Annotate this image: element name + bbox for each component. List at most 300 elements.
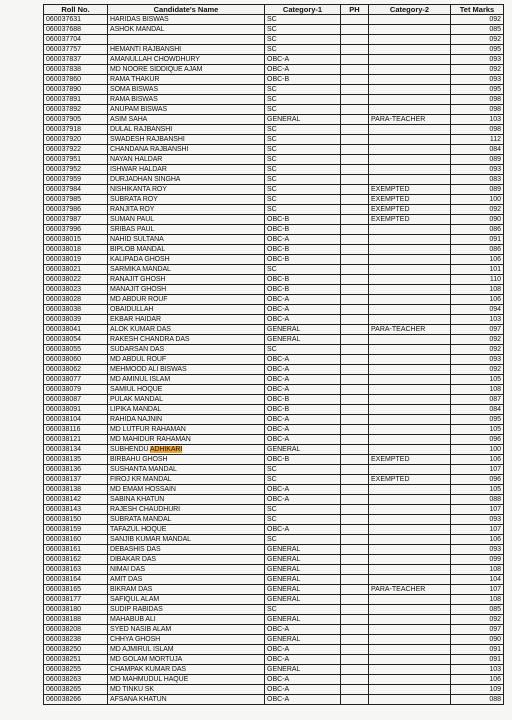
roll-no-cell: 060037951 xyxy=(44,155,108,165)
category-2-cell xyxy=(369,565,451,575)
ph-cell xyxy=(341,95,369,105)
candidate-name-cell: CHANDANA RAJBANSHI xyxy=(108,145,265,155)
category-2-cell xyxy=(369,295,451,305)
category-1-cell: OBC-A xyxy=(265,495,341,505)
table-row xyxy=(44,545,504,555)
tet-marks-cell: 091 xyxy=(451,655,504,665)
table-row xyxy=(44,195,504,205)
roll-no-cell: 060037952 xyxy=(44,165,108,175)
category-1-cell: SC xyxy=(265,465,341,475)
table-row xyxy=(44,475,504,485)
candidate-name-cell: ISHWAR HALDAR xyxy=(108,165,265,175)
table-row xyxy=(44,15,504,25)
category-1-cell: OBC-A xyxy=(265,305,341,315)
ph-cell xyxy=(341,535,369,545)
category-1-cell: OBC-A xyxy=(265,355,341,365)
category-2-cell xyxy=(369,165,451,175)
table-row xyxy=(44,115,504,125)
table-row xyxy=(44,25,504,35)
tet-marks-cell: 095 xyxy=(451,85,504,95)
category-1-cell: SC xyxy=(265,605,341,615)
table-row xyxy=(44,85,504,95)
ph-cell xyxy=(341,265,369,275)
tet-marks-cell: 090 xyxy=(451,215,504,225)
category-2-cell xyxy=(369,155,451,165)
table-row xyxy=(44,135,504,145)
ph-cell xyxy=(341,215,369,225)
table-row xyxy=(44,45,504,55)
candidate-name-cell: NAYAN HALDAR xyxy=(108,155,265,165)
roll-no-cell: 060038041 xyxy=(44,325,108,335)
tet-marks-cell: 092 xyxy=(451,365,504,375)
ph-cell xyxy=(341,485,369,495)
category-1-cell: OBC-A xyxy=(265,55,341,65)
roll-no-cell: 060038038 xyxy=(44,305,108,315)
roll-no-cell: 060037838 xyxy=(44,65,108,75)
tet-marks-cell: 097 xyxy=(451,625,504,635)
column-header-roll-no: Roll No. xyxy=(44,5,108,15)
table-row xyxy=(44,185,504,195)
table-row xyxy=(44,565,504,575)
tet-marks-cell: 086 xyxy=(451,245,504,255)
category-2-cell xyxy=(369,365,451,375)
category-1-cell: GENERAL xyxy=(265,325,341,335)
tet-marks-cell: 089 xyxy=(451,185,504,195)
category-2-cell xyxy=(369,75,451,85)
category-1-cell: OBC-B xyxy=(265,395,341,405)
table-row xyxy=(44,665,504,675)
tet-marks-cell: 104 xyxy=(451,575,504,585)
category-2-cell xyxy=(369,265,451,275)
category-1-cell: OBC-A xyxy=(265,425,341,435)
ph-cell xyxy=(341,155,369,165)
category-2-cell xyxy=(369,665,451,675)
tet-marks-cell: 093 xyxy=(451,165,504,175)
ph-cell xyxy=(341,445,369,455)
category-1-cell: OBC-A xyxy=(265,365,341,375)
roll-no-cell: 060037920 xyxy=(44,135,108,145)
candidate-name-cell: SAMIUL HOQUE xyxy=(108,385,265,395)
roll-no-cell: 060038180 xyxy=(44,605,108,615)
table-row xyxy=(44,405,504,415)
table-row xyxy=(44,625,504,635)
tet-marks-cell: 091 xyxy=(451,235,504,245)
ph-cell xyxy=(341,185,369,195)
candidate-name-cell: MD EMAM HOSSAIN xyxy=(108,485,265,495)
category-2-cell xyxy=(369,605,451,615)
candidate-name-cell: OBAIDULLAH xyxy=(108,305,265,315)
ph-cell xyxy=(341,315,369,325)
candidate-name-cell: EKBAR HAIDAR xyxy=(108,315,265,325)
tet-marks-cell: 100 xyxy=(451,195,504,205)
roll-no-cell: 060038019 xyxy=(44,255,108,265)
category-1-cell: SC xyxy=(265,205,341,215)
category-2-cell: EXEMPTED xyxy=(369,475,451,485)
tet-marks-cell: 096 xyxy=(451,435,504,445)
tet-marks-cell: 106 xyxy=(451,535,504,545)
category-1-cell: OBC-A xyxy=(265,435,341,445)
candidate-name-cell: BIPLOB MANDAL xyxy=(108,245,265,255)
roll-no-cell: 060038091 xyxy=(44,405,108,415)
candidate-name-cell: RANJITA ROY xyxy=(108,205,265,215)
tet-marks-cell: 106 xyxy=(451,455,504,465)
tet-marks-cell: 085 xyxy=(451,25,504,35)
category-2-cell xyxy=(369,635,451,645)
category-1-cell: GENERAL xyxy=(265,635,341,645)
category-1-cell: OBC-B xyxy=(265,275,341,285)
category-1-cell: SC xyxy=(265,185,341,195)
table-row xyxy=(44,275,504,285)
roll-no-cell: 060038028 xyxy=(44,295,108,305)
tet-marks-cell: 090 xyxy=(451,635,504,645)
roll-no-cell: 060037860 xyxy=(44,75,108,85)
category-2-cell xyxy=(369,625,451,635)
candidate-name-cell: MD MAHIDUR RAHAMAN xyxy=(108,435,265,445)
candidate-name-cell: MD TINKU SK xyxy=(108,685,265,695)
category-1-cell: OBC-A xyxy=(265,235,341,245)
category-2-cell xyxy=(369,495,451,505)
roll-no-cell: 060037890 xyxy=(44,85,108,95)
category-2-cell xyxy=(369,375,451,385)
candidate-name-cell: SWADESH RAJBANSHI xyxy=(108,135,265,145)
category-1-cell: SC xyxy=(265,125,341,135)
candidate-name-cell: NAHID SULTANA xyxy=(108,235,265,245)
category-1-cell: OBC-A xyxy=(265,525,341,535)
table-row xyxy=(44,605,504,615)
category-2-cell xyxy=(369,45,451,55)
category-1-cell: SC xyxy=(265,145,341,155)
roll-no-cell: 060038022 xyxy=(44,275,108,285)
roll-no-cell: 060037757 xyxy=(44,45,108,55)
roll-no-cell: 060038266 xyxy=(44,695,108,705)
tet-marks-cell: 107 xyxy=(451,525,504,535)
roll-no-cell: 060037922 xyxy=(44,145,108,155)
table-row xyxy=(44,675,504,685)
column-header-tet-marks: Tet Marks xyxy=(451,5,504,15)
candidate-name-cell: BIKRAM DAS xyxy=(108,585,265,595)
ph-cell xyxy=(341,125,369,135)
tet-marks-cell: 103 xyxy=(451,665,504,675)
column-header-ph: PH xyxy=(341,5,369,15)
table-row xyxy=(44,285,504,295)
roll-no-cell: 060038143 xyxy=(44,505,108,515)
roll-no-cell: 060038087 xyxy=(44,395,108,405)
category-1-cell: SC xyxy=(265,25,341,35)
ph-cell xyxy=(341,685,369,695)
category-2-cell xyxy=(369,315,451,325)
candidate-name-cell: MD MAHMUDUL HAQUE xyxy=(108,675,265,685)
category-1-cell: SC xyxy=(265,15,341,25)
category-2-cell xyxy=(369,305,451,315)
tet-marks-cell: 110 xyxy=(451,275,504,285)
ph-cell xyxy=(341,405,369,415)
roll-no-cell: 060037837 xyxy=(44,55,108,65)
ph-cell xyxy=(341,115,369,125)
table-row xyxy=(44,465,504,475)
category-1-cell: OBC-B xyxy=(265,225,341,235)
tet-marks-cell: 093 xyxy=(451,55,504,65)
table-row xyxy=(44,205,504,215)
category-1-cell: OBC-A xyxy=(265,655,341,665)
ph-cell xyxy=(341,355,369,365)
table-row xyxy=(44,695,504,705)
tet-marks-cell: 092 xyxy=(451,345,504,355)
ph-cell xyxy=(341,525,369,535)
tet-marks-cell: 103 xyxy=(451,315,504,325)
ph-cell xyxy=(341,455,369,465)
candidate-name-cell: TAFAZUL HOQUE xyxy=(108,525,265,535)
ph-cell xyxy=(341,165,369,175)
table-row xyxy=(44,265,504,275)
candidate-name-cell: RAJESH CHAUDHURI xyxy=(108,505,265,515)
category-2-cell: PARA-TEACHER xyxy=(369,115,451,125)
category-1-cell: SC xyxy=(265,345,341,355)
roll-no-cell: 060038238 xyxy=(44,635,108,645)
roll-no-cell: 060037986 xyxy=(44,205,108,215)
ph-cell xyxy=(341,295,369,305)
category-2-cell xyxy=(369,275,451,285)
candidate-name-cell: MD ABDUR ROUF xyxy=(108,295,265,305)
category-2-cell xyxy=(369,545,451,555)
candidate-name-cell: MD AMINUL ISLAM xyxy=(108,375,265,385)
table-row xyxy=(44,525,504,535)
ph-cell xyxy=(341,545,369,555)
category-1-cell: GENERAL xyxy=(265,585,341,595)
ph-cell xyxy=(341,435,369,445)
column-header-category-2: Category-2 xyxy=(369,5,451,15)
category-2-cell: EXEMPTED xyxy=(369,195,451,205)
table-row xyxy=(44,655,504,665)
roll-no-cell: 060038163 xyxy=(44,565,108,575)
table-row xyxy=(44,375,504,385)
ph-cell xyxy=(341,275,369,285)
table-row xyxy=(44,645,504,655)
category-1-cell: SC xyxy=(265,155,341,165)
table-row xyxy=(44,165,504,175)
category-2-cell xyxy=(369,335,451,345)
ph-cell xyxy=(341,475,369,485)
ph-cell xyxy=(341,35,369,45)
ph-cell xyxy=(341,145,369,155)
ph-cell xyxy=(341,675,369,685)
roll-no-cell: 060038134 xyxy=(44,445,108,455)
candidate-name-cell: MD NOORE SIDDIQUE AJAM xyxy=(108,65,265,75)
column-header-category-1: Category-1 xyxy=(265,5,341,15)
roll-no-cell: 060038164 xyxy=(44,575,108,585)
category-1-cell: OBC-A xyxy=(265,315,341,325)
category-1-cell: OBC-B xyxy=(265,75,341,85)
ph-cell xyxy=(341,205,369,215)
candidate-name-cell: SUDARSAN DAS xyxy=(108,345,265,355)
ph-cell xyxy=(341,305,369,315)
highlighted-surname: ADHIKARI xyxy=(149,446,183,453)
tet-marks-cell: 092 xyxy=(451,205,504,215)
tet-marks-cell: 098 xyxy=(451,105,504,115)
category-2-cell xyxy=(369,555,451,565)
candidate-name-cell: ASHOK MANDAL xyxy=(108,25,265,35)
ph-cell xyxy=(341,135,369,145)
tet-marks-cell: 098 xyxy=(451,125,504,135)
ph-cell xyxy=(341,235,369,245)
candidate-name-cell: RANAJIT GHOSH xyxy=(108,275,265,285)
tet-marks-cell: 092 xyxy=(451,65,504,75)
category-1-cell: GENERAL xyxy=(265,335,341,345)
category-2-cell xyxy=(369,445,451,455)
category-1-cell: OBC-B xyxy=(265,405,341,415)
tet-marks-cell: 107 xyxy=(451,585,504,595)
ph-cell xyxy=(341,325,369,335)
candidate-name-cell: MD LUTFUR RAHAMAN xyxy=(108,425,265,435)
tet-marks-cell: 103 xyxy=(451,115,504,125)
ph-cell xyxy=(341,565,369,575)
table-row xyxy=(44,335,504,345)
tet-marks-cell: 087 xyxy=(451,395,504,405)
table-row xyxy=(44,445,504,455)
category-2-cell xyxy=(369,685,451,695)
ph-cell xyxy=(341,345,369,355)
category-2-cell xyxy=(369,145,451,155)
tet-marks-cell: 088 xyxy=(451,695,504,705)
ph-cell xyxy=(341,645,369,655)
category-1-cell: GENERAL xyxy=(265,445,341,455)
roll-no-cell: 060038077 xyxy=(44,375,108,385)
roll-no-cell: 060038116 xyxy=(44,425,108,435)
roll-no-cell: 060038137 xyxy=(44,475,108,485)
ph-cell xyxy=(341,335,369,345)
table-header xyxy=(44,5,504,15)
ph-cell xyxy=(341,575,369,585)
tet-marks-cell: 093 xyxy=(451,545,504,555)
ph-cell xyxy=(341,625,369,635)
roll-no-cell: 060038138 xyxy=(44,485,108,495)
table-row xyxy=(44,225,504,235)
roll-no-cell: 060038018 xyxy=(44,245,108,255)
candidate-name-cell: SANJIB KUMAR MANDAL xyxy=(108,535,265,545)
table-row xyxy=(44,575,504,585)
table-row xyxy=(44,515,504,525)
candidate-name-cell: SUDIP RABIDAS xyxy=(108,605,265,615)
tet-marks-cell: 085 xyxy=(451,605,504,615)
category-2-cell xyxy=(369,175,451,185)
tet-marks-cell: 106 xyxy=(451,255,504,265)
table-row xyxy=(44,315,504,325)
roll-no-cell: 060038165 xyxy=(44,585,108,595)
candidate-name-cell: MD AJMIRUL ISLAM xyxy=(108,645,265,655)
category-1-cell: OBC-A xyxy=(265,675,341,685)
category-2-cell xyxy=(369,105,451,115)
category-1-cell: GENERAL xyxy=(265,115,341,125)
tet-marks-cell: 106 xyxy=(451,675,504,685)
category-2-cell: PARA-TEACHER xyxy=(369,585,451,595)
candidate-name-cell: RAMA BISWAS xyxy=(108,95,265,105)
category-1-cell: SC xyxy=(265,165,341,175)
tet-marks-cell: 100 xyxy=(451,445,504,455)
roll-no-cell: 060037905 xyxy=(44,115,108,125)
candidate-name-cell: DIBAKAR DAS xyxy=(108,555,265,565)
roll-no-cell: 060038104 xyxy=(44,415,108,425)
category-2-cell: EXEMPTED xyxy=(369,205,451,215)
ph-cell xyxy=(341,45,369,55)
category-1-cell: SC xyxy=(265,35,341,45)
table-row xyxy=(44,455,504,465)
candidate-name-cell: NISHIKANTA ROY xyxy=(108,185,265,195)
roll-no-cell: 060038208 xyxy=(44,625,108,635)
tet-marks-cell: 083 xyxy=(451,175,504,185)
candidate-name-cell xyxy=(108,35,265,45)
category-2-cell xyxy=(369,655,451,665)
candidate-name-cell: SYED NASIB ALAM xyxy=(108,625,265,635)
tet-marks-cell: 092 xyxy=(451,35,504,45)
roll-no-cell: 060038150 xyxy=(44,515,108,525)
table-row xyxy=(44,305,504,315)
ph-cell xyxy=(341,415,369,425)
ph-cell xyxy=(341,585,369,595)
table-row xyxy=(44,175,504,185)
category-1-cell: OBC-A xyxy=(265,645,341,655)
category-1-cell: OBC-B xyxy=(265,285,341,295)
table-row xyxy=(44,345,504,355)
category-2-cell xyxy=(369,485,451,495)
category-1-cell: SC xyxy=(265,535,341,545)
candidate-name-cell: RAMA THAKUR xyxy=(108,75,265,85)
ph-cell xyxy=(341,75,369,85)
candidate-name-cell: DULAL RAJBANSHI xyxy=(108,125,265,135)
category-2-cell xyxy=(369,575,451,585)
category-1-cell: GENERAL xyxy=(265,595,341,605)
category-1-cell: OBC-A xyxy=(265,385,341,395)
candidate-name-cell: NIMAI DAS xyxy=(108,565,265,575)
roll-no-cell: 060038023 xyxy=(44,285,108,295)
table-row xyxy=(44,255,504,265)
tet-marks-cell: 101 xyxy=(451,265,504,275)
candidate-name-cell: BIRBAHU GHOSH xyxy=(108,455,265,465)
category-2-cell: EXEMPTED xyxy=(369,185,451,195)
roll-no-cell: 060037892 xyxy=(44,105,108,115)
category-2-cell xyxy=(369,25,451,35)
tet-marks-cell: 091 xyxy=(451,645,504,655)
category-2-cell xyxy=(369,385,451,395)
roll-no-cell: 060038160 xyxy=(44,535,108,545)
category-1-cell: OBC-B xyxy=(265,245,341,255)
table-row xyxy=(44,495,504,505)
category-2-cell xyxy=(369,435,451,445)
tet-marks-cell: 098 xyxy=(451,95,504,105)
table-row xyxy=(44,75,504,85)
tet-marks-cell: 086 xyxy=(451,225,504,235)
roll-no-cell: 060038162 xyxy=(44,555,108,565)
table-row xyxy=(44,355,504,365)
tet-marks-cell: 096 xyxy=(451,475,504,485)
ph-cell xyxy=(341,255,369,265)
table-row xyxy=(44,155,504,165)
table-row xyxy=(44,55,504,65)
table-row xyxy=(44,105,504,115)
category-2-cell xyxy=(369,405,451,415)
category-2-cell: PARA-TEACHER xyxy=(369,325,451,335)
ph-cell xyxy=(341,375,369,385)
candidate-name-cell: MAHABUB ALI xyxy=(108,615,265,625)
ph-cell xyxy=(341,655,369,665)
roll-no-cell: 060038015 xyxy=(44,235,108,245)
candidate-name-cell: ANUPAM BISWAS xyxy=(108,105,265,115)
candidate-name-cell: CHAMPAK KUMAR DAS xyxy=(108,665,265,675)
category-1-cell: SC xyxy=(265,175,341,185)
category-2-cell xyxy=(369,355,451,365)
ph-cell xyxy=(341,365,369,375)
tet-marks-cell: 095 xyxy=(451,415,504,425)
category-1-cell: GENERAL xyxy=(265,615,341,625)
roll-no-cell: 060038159 xyxy=(44,525,108,535)
